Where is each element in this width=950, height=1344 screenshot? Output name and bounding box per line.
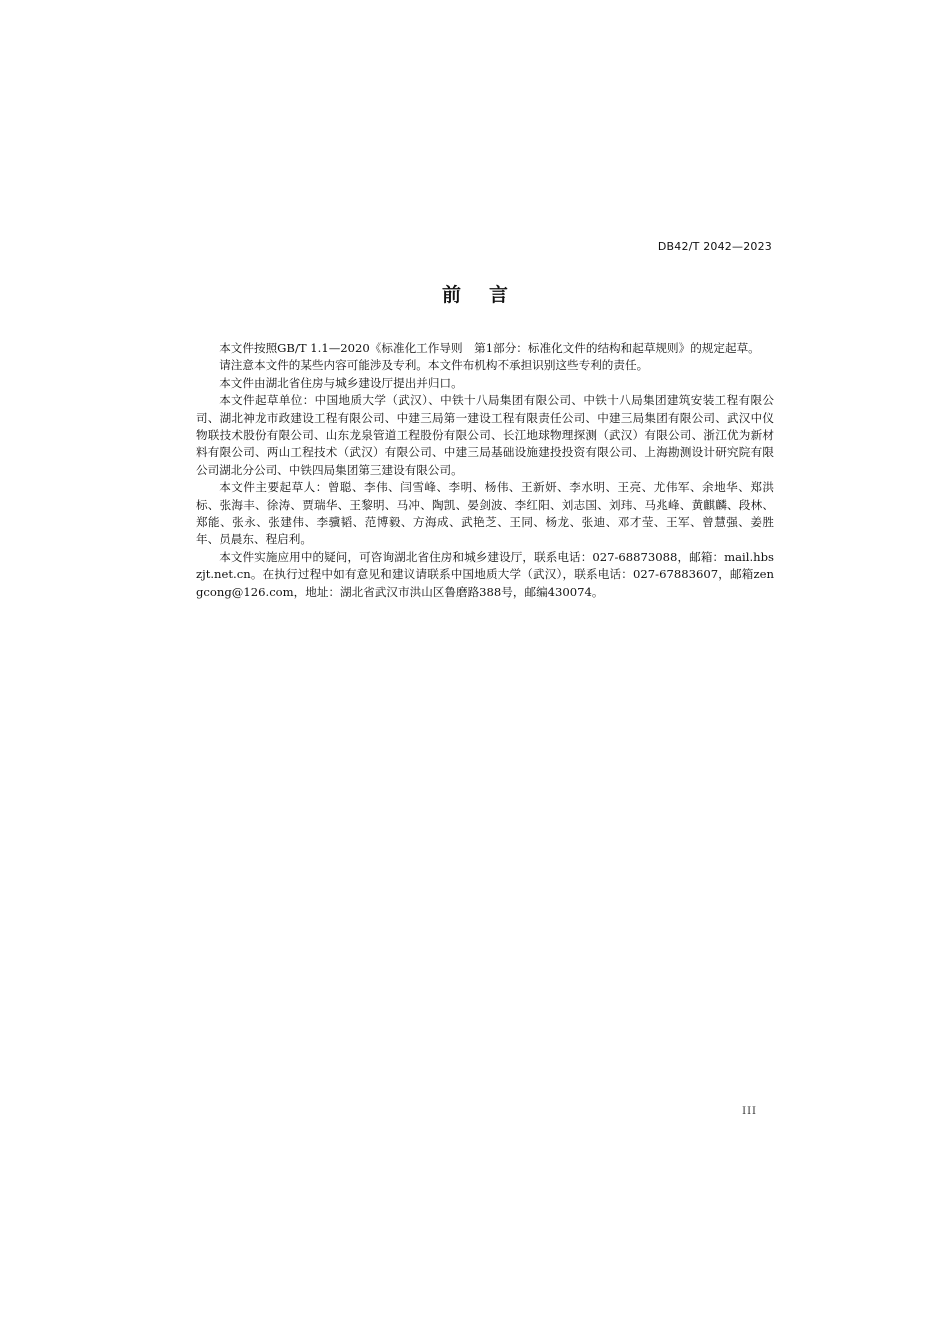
paragraph-drafting-rules: 本文件按照GB/T 1.1—2020《标准化工作导则 第1部分：标准化文件的结构和起草规则》的规定起草。 <box>219 341 760 355</box>
document-code: DB42/T 2042—2023 <box>657 240 772 253</box>
section-title: 前言 <box>441 284 536 306</box>
paragraph-drafting-units: 本文件起草单位：中国地质大学（武汉）、中铁十八局集团有限公司、中铁十八局集团建筑安装工程有限公司、湖北神龙市政建设工程有限公司、中建三局第一建设工程有限责任公司、中建三局集团有限公司、武汉中仪物联技术股份有限公司、山东龙泉管道工程股份有限公司、长江地球物理探测（武汉）有限公司、浙江优为新材料有限公司、两山工程技术（武汉）有限公司、中建三局基础设施建投投资有限公司、上海勘测设计研究院有限公司湖北分公司、中铁四局集团第三建设有限公司。 <box>196 393 774 477</box>
page-number: III <box>742 1106 757 1117</box>
foreword-body <box>196 340 774 601</box>
paragraph-proposer: 本文件由湖北省住房与城乡建设厅提出并归口。 <box>219 375 463 390</box>
paragraph-patent-notice: 请注意本文件的某些内容可能涉及专利。本文件布机构不承担识别这些专利的责任。 <box>219 358 649 373</box>
paragraph-contact: 本文件实施应用中的疑问，可咨询湖北省住房和城乡建设厅，联系电话：027-68873088，邮箱：mail.hbszjt.net.cn。在执行过程中如有意见和建议请联系中国地质大学（武汉），联系电话：027-67883607，邮箱zengcong@126.com，地址：湖北省武汉市洪山区鲁磨路388号，邮编430074。 <box>196 549 774 599</box>
paragraph-drafters: 本文件主要起草人：曾聪、李伟、闫雪峰、李明、杨伟、王新妍、李水明、王亮、尤伟军、余地华、郑洪标、张海丰、徐涛、贾瑞华、王黎明、马冲、陶凯、晏剑波、李红阳、刘志国、刘玮、马兆峰、黄麒麟、段林、郑能、张永、张建伟、李骥韬、范博毅、方海成、武艳芝、王同、杨龙、张迪、邓才莹、王军、曾慧强、姜胜年、员晨东、程启利。 <box>196 480 774 547</box>
